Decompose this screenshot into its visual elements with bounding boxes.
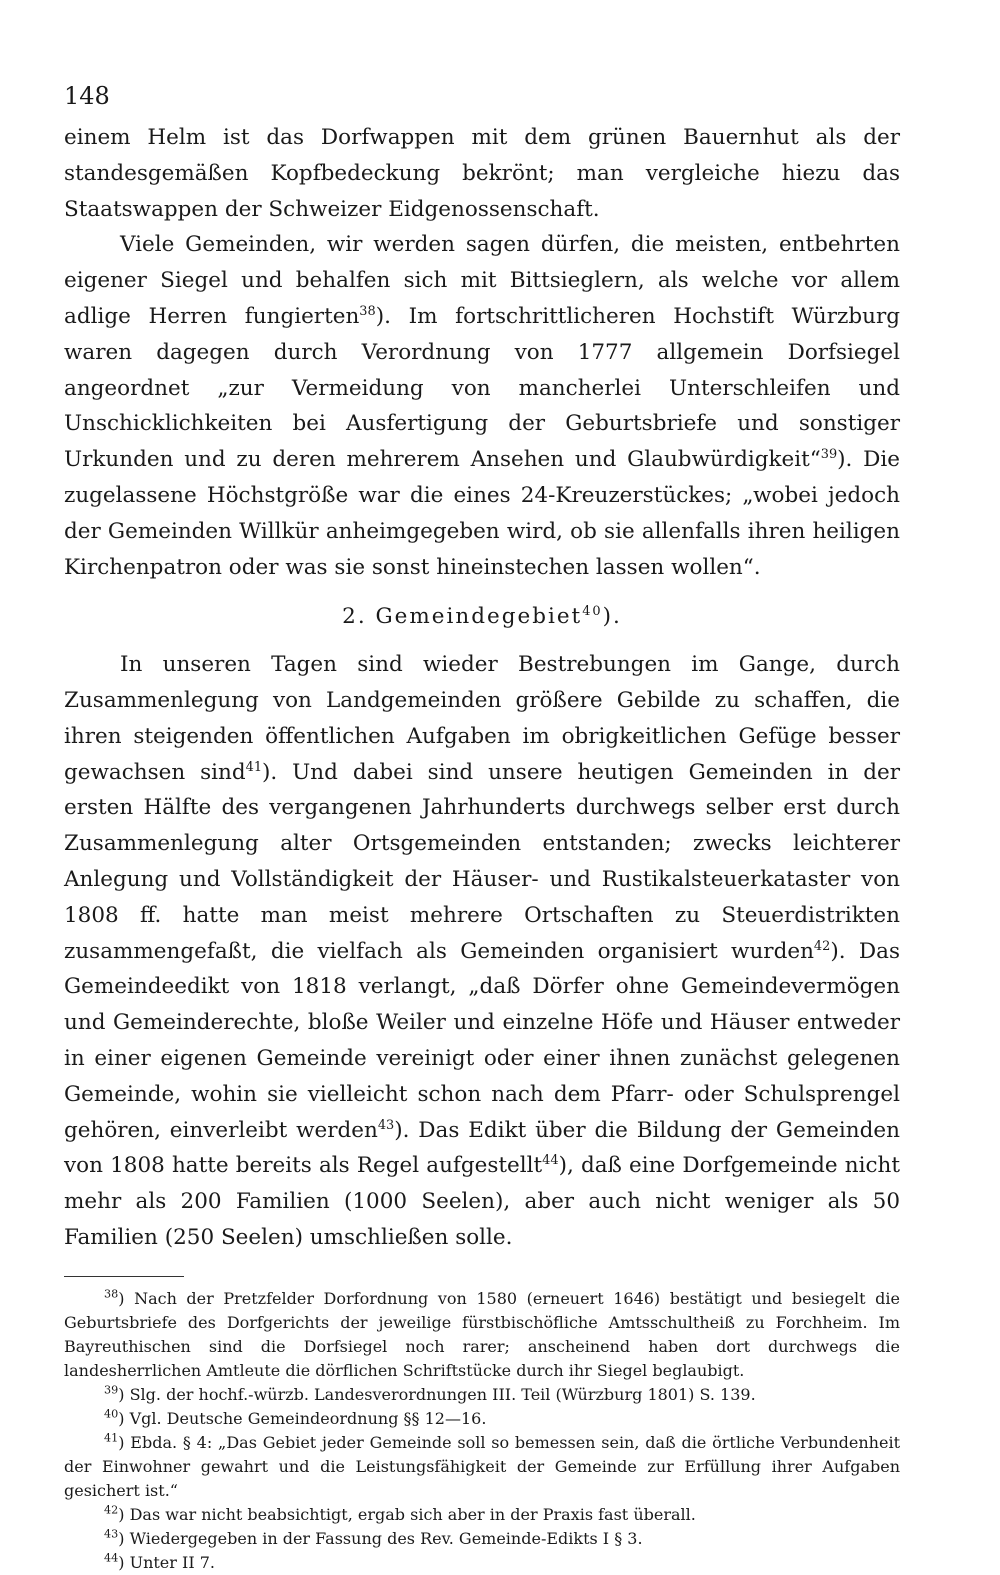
footnote-ref[interactable]: 43 (377, 1117, 395, 1133)
paragraph (64, 227, 900, 585)
footnote-mark: 40 (104, 1407, 119, 1421)
footnote-text: Slg. der hochf.-würzb. Landesverordnungen III. Teil (Würzburg 1801) S. 139. (129, 1384, 756, 1404)
footnote-mark-paren: ) (118, 1408, 130, 1428)
paragraph-text: Viele Gemeinden, wir werden sagen dürfen, die meisten, entbehrten eigener Siegel und behalfen sich mit Bittsieglern, als welche vor allem adlige Herren fungierten (64, 232, 900, 329)
paragraph-text: ). Die zugelassene Höchstgröße war die eines 24-Kreuzerstückes; „wobei jedoch der Gemeinden Willkür anheimgegeben wird, ob sie allenfalls ihren heiligen Kirchenpatron oder was sie sonst hineinstechen lassen wollen“. (64, 447, 900, 580)
footnote (64, 1407, 900, 1431)
page (64, 80, 900, 1575)
footnote-ref[interactable]: 39 (820, 447, 838, 463)
footnote (64, 1551, 900, 1575)
section-heading-suffix: ). (602, 604, 622, 630)
footnote-mark-paren: ) (118, 1288, 135, 1308)
footnote (64, 1431, 900, 1503)
footnote-mark-paren: ) (118, 1528, 130, 1548)
paragraph-text: ), daß eine Dorfgemeinde nicht mehr als 200 Familien (1000 Seelen), aber auch nicht weniger als 50 Familien (250 Seelen) umschließen solle. (64, 1153, 900, 1250)
footnote-text: Unter II 7. (129, 1552, 215, 1572)
footnote-divider (64, 1276, 184, 1277)
footnote-ref[interactable]: 38 (359, 303, 376, 319)
footnote-ref[interactable]: 44 (542, 1153, 559, 1169)
paragraph (64, 120, 900, 227)
body-text-bottom (64, 647, 900, 1256)
footnote-ref[interactable]: 42 (813, 938, 831, 954)
footnote (64, 1383, 900, 1407)
footnote-mark-paren: ) (118, 1384, 130, 1404)
footnote-text: Das war nicht beabsichtigt, ergab sich aber in der Praxis fast überall. (129, 1504, 696, 1524)
paragraph-text: ). Und dabei sind unsere heutigen Gemeinden in der ersten Hälfte des vergangenen Jahrhunderts durchwegs selber erst durch Zusammenlegung alter Ortsgemeinden entstanden; zwecks leichterer Anlegung und Vollständigkeit der Häuser- und Rustikalsteuerkataster von 1808 ff. hatte man meist mehrere Ortschaften zu Steuerdistrikten zusammengefaßt, die vielfach als Gemeinden organisiert wurden (64, 759, 900, 964)
body-text-top (64, 120, 900, 585)
footnote-text: Ebda. § 4: „Das Gebiet jeder Gemeinde soll so bemessen sein, daß die örtliche Verbundenheit der Einwohner gewahrt und die Leistungsfähigkeit der Gemeinde zur Erfüllung ihrer Aufgaben gesichert ist.“ (64, 1432, 901, 1500)
paragraph-text: ). Das Edikt über die Bildung der Gemeinden von 1808 hatte bereits als Regel aufgestellt (64, 1117, 900, 1179)
footnote-mark: 43 (104, 1527, 119, 1541)
footnote (64, 1287, 900, 1383)
footnote-mark-paren: ) (118, 1432, 131, 1452)
paragraph-text: ). Im fortschrittlicheren Hochstift Würzburg waren dagegen durch Verordnung von 1777 allgemein Dorfsiegel angeordnet „zur Vermeidung von mancherlei Unterschleifen und Unschicklichkeiten bei Ausfertigung der Geburtsbriefe und sonstiger Urkunden und zu deren mehrerem Ansehen und Glaubwürdigkeit“ (64, 303, 900, 473)
footnote-mark-paren: ) (118, 1552, 130, 1572)
footnote-mark-paren: ) (118, 1504, 130, 1524)
page-number: 148 (64, 82, 110, 110)
footnote-mark: 42 (104, 1503, 119, 1517)
footnote-text: Wiedergegeben in der Fassung des Rev. Gemeinde-Edikts I § 3. (129, 1528, 643, 1548)
footnote-mark: 39 (104, 1383, 119, 1397)
paragraph-text: einem Helm ist das Dorfwappen mit dem grünen Bauernhut als der standesgemäßen Kopfbedeckung bekrönt; man vergleiche hiezu das Staatswappen der Schweizer Eidgenossenschaft. (64, 125, 900, 222)
section-heading-footnote-ref[interactable]: 40 (582, 604, 603, 620)
footnote (64, 1503, 900, 1527)
footnote-mark: 38 (104, 1287, 119, 1301)
footnote (64, 1527, 900, 1551)
footnote-mark: 41 (104, 1431, 119, 1445)
footnote-mark: 44 (104, 1551, 119, 1565)
footnote-ref[interactable]: 41 (245, 759, 263, 775)
footnote-text: Vgl. Deutsche Gemeindeordnung §§ 12—16. (129, 1408, 487, 1428)
footnotes (64, 1287, 900, 1575)
paragraph-text: ). Das Gemeindeedikt von 1818 verlangt, „daß Dörfer ohne Gemeindevermögen und Gemeinderechte, bloße Weiler und einzelne Höfe und Häuser entweder in einer eigenen Gemeinde vereinigt oder einer ihnen zunächst gelegenen Gemeinde, wohin sie vielleicht schon nach dem Pfarr- oder Schulsprengel gehören, einverleibt werden (64, 938, 900, 1143)
footnote-text: Nach der Pretzfelder Dorfordnung von 1580 (erneuert 1646) bestätigt und besiegelt die Geburtsbriefe des Dorfgerichts der jeweilige fürstbischöfliche Amtsschultheiß zu Forchheim. Im Bayreuthischen sind die Dorfsiegel noch rarer; anscheinend haben dort durchwegs die landesherrlichen Amtleute die dörflichen Schriftstücke durch ihr Siegel beglaubigt. (64, 1288, 901, 1380)
section-heading (64, 599, 900, 635)
section-heading-text: 2. Gemeindegebiet (342, 604, 583, 630)
paragraph (64, 647, 900, 1256)
paragraph-text: In unseren Tagen sind wieder Bestrebungen im Gange, durch Zusammenlegung von Landgemeinden größere Gebilde zu schaffen, die ihren steigenden öffentlichen Aufgaben im obrigkeitlichen Gefüge besser gewachsen sind (64, 652, 900, 785)
